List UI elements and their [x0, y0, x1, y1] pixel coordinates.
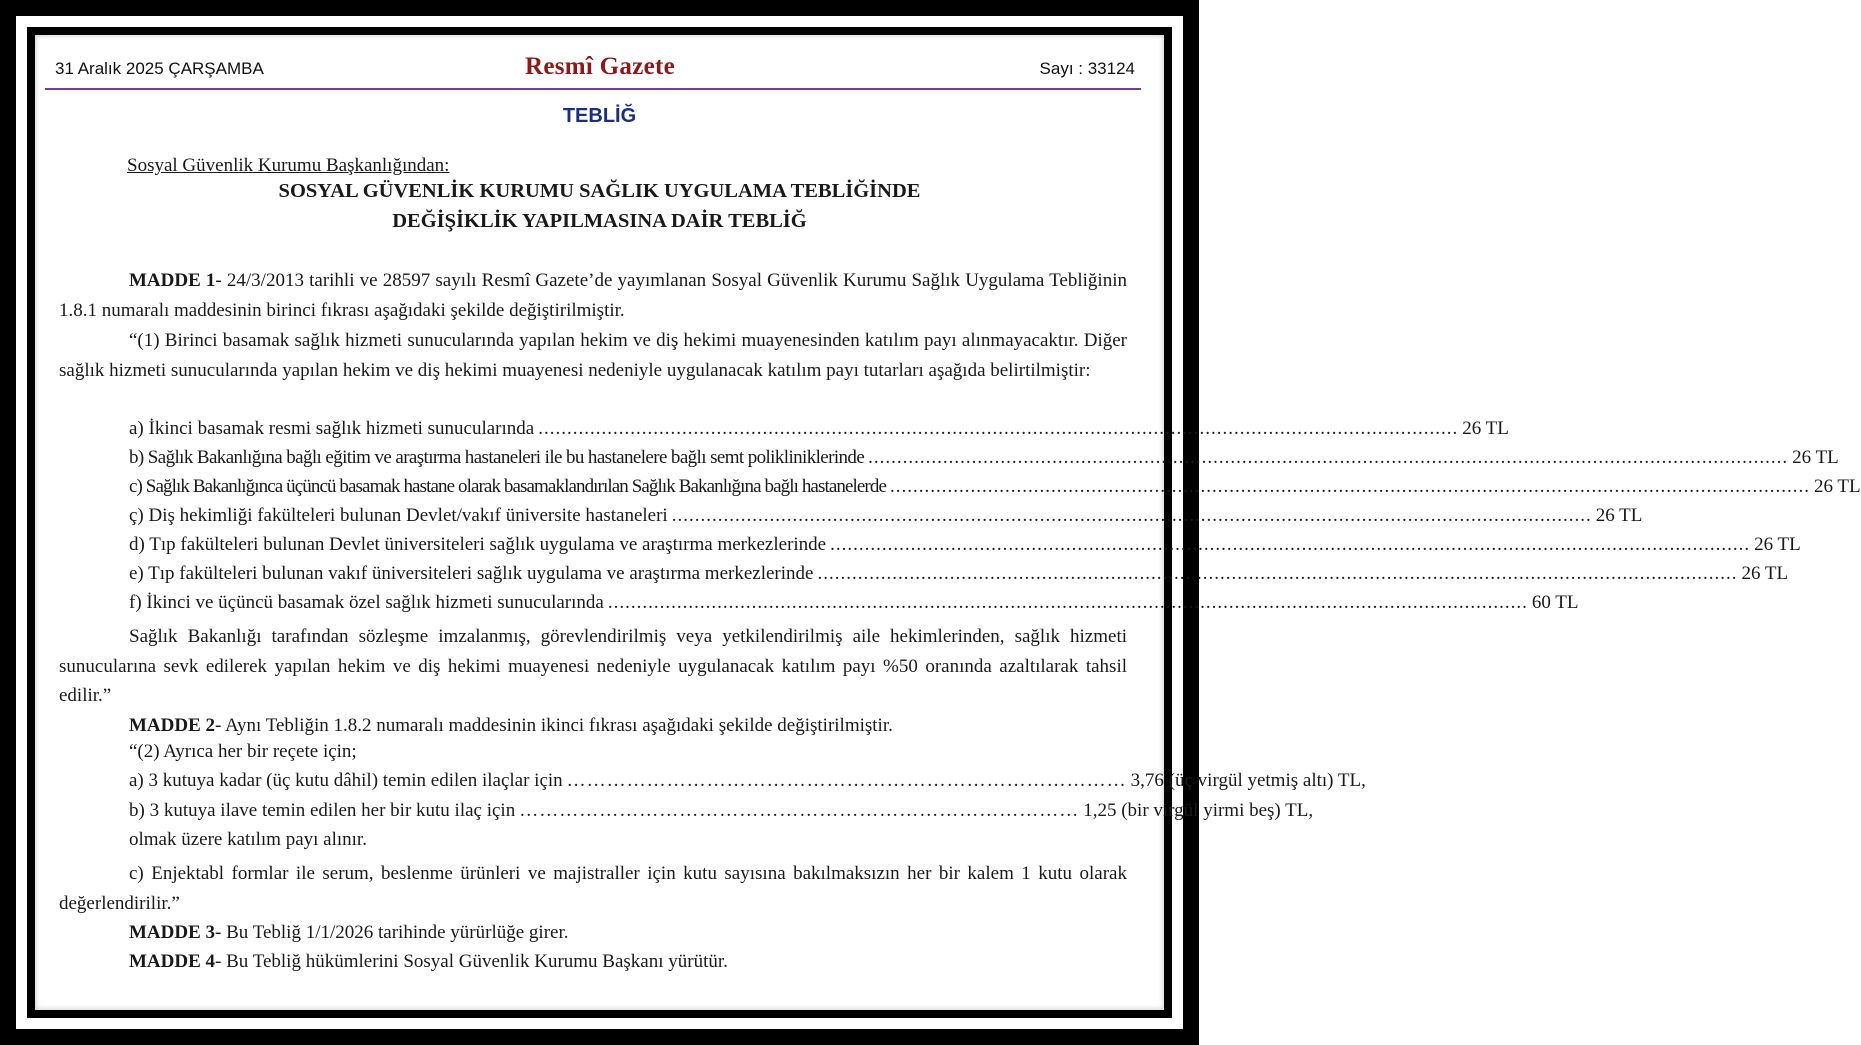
fee-item-value: 26 TL — [1754, 534, 1801, 555]
prescription-item-label: b) 3 kutuya ilave temin edilen her bir kutu ilaç için — [129, 800, 516, 821]
fee-item — [129, 476, 1861, 505]
dot-leader: ................................................................................................................................................................ — [889, 476, 1810, 497]
madde2-intro: “(2) Ayrıca her bir reçete için; — [129, 741, 357, 762]
gazette-header — [55, 53, 1145, 89]
fee-item-label: e) Tıp fakülteleri bulunan vakıf üniversiteleri sağlık uygulama ve araştırma merkezlerinde — [129, 563, 814, 584]
dot-leader: ………………………………………………………………………… — [566, 770, 1127, 791]
header-date: 31 Aralık 2025 ÇARŞAMBA — [55, 59, 264, 78]
fee-item-value: 26 TL — [1813, 476, 1861, 497]
dot-leader: ................................................................................................................................................................ — [830, 534, 1751, 555]
prescription-item-value: 3,76 (üç virgül yetmiş altı) TL, — [1130, 770, 1366, 791]
fee-item-label: c) Sağlık Bakanlığınca üçüncü basamak hastane olarak basamaklandırılan Sağlık Bakanlığına bağlı hastanelerde — [129, 476, 886, 497]
fee-item-label: b) Sağlık Bakanlığına bağlı eğitim ve araştırma hastaneleri ile bu hastanelere bağlı semt polikliniklerinde — [129, 447, 865, 468]
dot-leader: ................................................................................................................................................................ — [671, 505, 1592, 526]
prescription-item-label: a) 3 kutuya kadar (üç kutu dâhil) temin edilen ilaçlar için — [129, 770, 563, 791]
fee-item-label: a) İkinci basamak resmi sağlık hizmeti sunucularında — [129, 418, 535, 439]
madde1-closing: Sağlık Bakanlığı tarafından sözleşme imzalanmış, görevlendirilmiş veya yetkilendirilmiş aile hekimlerinden, sağlık hizmeti sunucularına sevk edilerek yapılan hekim ve diş hekimi muayenesi nedeniyle uygulanacak katılım payı %50 oranında azaltılarak tahsil edilir.” — [59, 626, 1127, 706]
madde1-paragraph — [59, 266, 1127, 325]
header-title: Resmî Gazete — [524, 53, 676, 80]
madde1-quote: “(1) Birinci basamak sağlık hizmeti sunucularında yapılan hekim ve diş hekimi muayenesinden katılım payı alınmayacaktır. Diğer sağlık hizmeti sunucularında yapılan hekim ve diş hekimi muayenesi nedeniyle uygulanacak katılım payı tutarları aşağıda belirtilmiştir: — [59, 330, 1127, 381]
fee-item — [129, 534, 1801, 563]
fee-item-value: 26 TL — [1792, 447, 1839, 468]
fee-item — [129, 447, 1839, 476]
madde1-label: MADDE 1 — [129, 270, 216, 291]
fee-item-label: d) Tıp fakülteleri bulunan Devlet üniversiteleri sağlık uygulama ve araştırma merkezlerinde — [129, 534, 827, 555]
dot-leader: ................................................................................................................................................................ — [538, 418, 1459, 439]
dot-leader: ................................................................................................................................................................ — [868, 447, 1789, 468]
prescription-item-b — [129, 800, 1314, 829]
section-title: TEBLİĞ — [562, 105, 637, 127]
madde2-paragraph — [59, 711, 1127, 741]
madde3-paragraph — [59, 918, 1127, 948]
madde3-text: - Bu Tebliğ 1/1/2026 tarihinde yürürlüğe girer. — [215, 922, 569, 943]
gazette-page — [35, 35, 1861, 1010]
madde4-paragraph — [59, 947, 1127, 977]
fee-item — [129, 592, 1579, 621]
fee-item-value: 26 TL — [1595, 505, 1643, 526]
madde2-label: MADDE 2 — [129, 715, 216, 736]
issuer-line: Sosyal Güvenlik Kurumu Başkanlığından: — [127, 155, 450, 176]
fee-item-label: f) İkinci ve üçüncü basamak özel sağlık hizmeti sunucularında — [129, 592, 604, 613]
dot-leader: ………………………………………………………………………… — [519, 800, 1080, 821]
madde3-label: MADDE 3 — [129, 922, 216, 943]
fee-item-value: 26 TL — [1741, 563, 1789, 584]
fee-item-label: ç) Diş hekimliği fakülteleri bulunan Devlet/vakıf üniversite hastaneleri — [129, 505, 668, 526]
fee-item — [129, 418, 1509, 447]
madde2-after: olmak üzere katılım payı alınır. — [129, 829, 367, 850]
header-rule — [45, 88, 1141, 90]
document-heading-line1: SOSYAL GÜVENLİK KURUMU SAĞLIK UYGULAMA TEBLİĞİNDE — [278, 180, 921, 202]
fee-item — [129, 563, 1789, 592]
prescription-item-a — [129, 770, 1366, 799]
madde2-text: - Aynı Tebliğin 1.8.2 numaralı maddesinin ikinci fıkrası aşağıdaki şekilde değiştirilmiştir. — [215, 715, 893, 736]
madde2-item-c: c) Enjektabl formlar ile serum, beslenme ürünleri ve majistraller için kutu sayısına bakılmaksızın her bir kalem 1 kutu olarak değerlendirilir.” — [59, 863, 1127, 914]
dot-leader: ................................................................................................................................................................ — [817, 563, 1738, 584]
dot-leader: ................................................................................................................................................................ — [607, 592, 1528, 613]
madde4-text: - Bu Tebliğ hükümlerini Sosyal Güvenlik Kurumu Başkanı yürütür. — [215, 951, 728, 972]
fee-item-value: 60 TL — [1531, 592, 1579, 613]
header-issue: Sayı : 33124 — [1039, 59, 1135, 78]
fee-item-value: 26 TL — [1462, 418, 1509, 439]
fee-item — [129, 505, 1643, 534]
document-heading-line2: DEĞİŞİKLİK YAPILMASINA DAİR TEBLİĞ — [392, 210, 807, 232]
prescription-item-value: 1,25 (bir virgül yirmi beş) TL, — [1083, 800, 1314, 821]
madde1-text: - 24/3/2013 tarihli ve 28597 sayılı Resmî Gazete’de yayımlanan Sosyal Güvenlik Kurumu Sağlık Uygulama Tebliğinin 1.8.1 numaralı maddesinin birinci fıkrası aşağıdaki şekilde değiştirilmiştir. — [59, 270, 1127, 321]
madde4-label: MADDE 4 — [129, 951, 216, 972]
